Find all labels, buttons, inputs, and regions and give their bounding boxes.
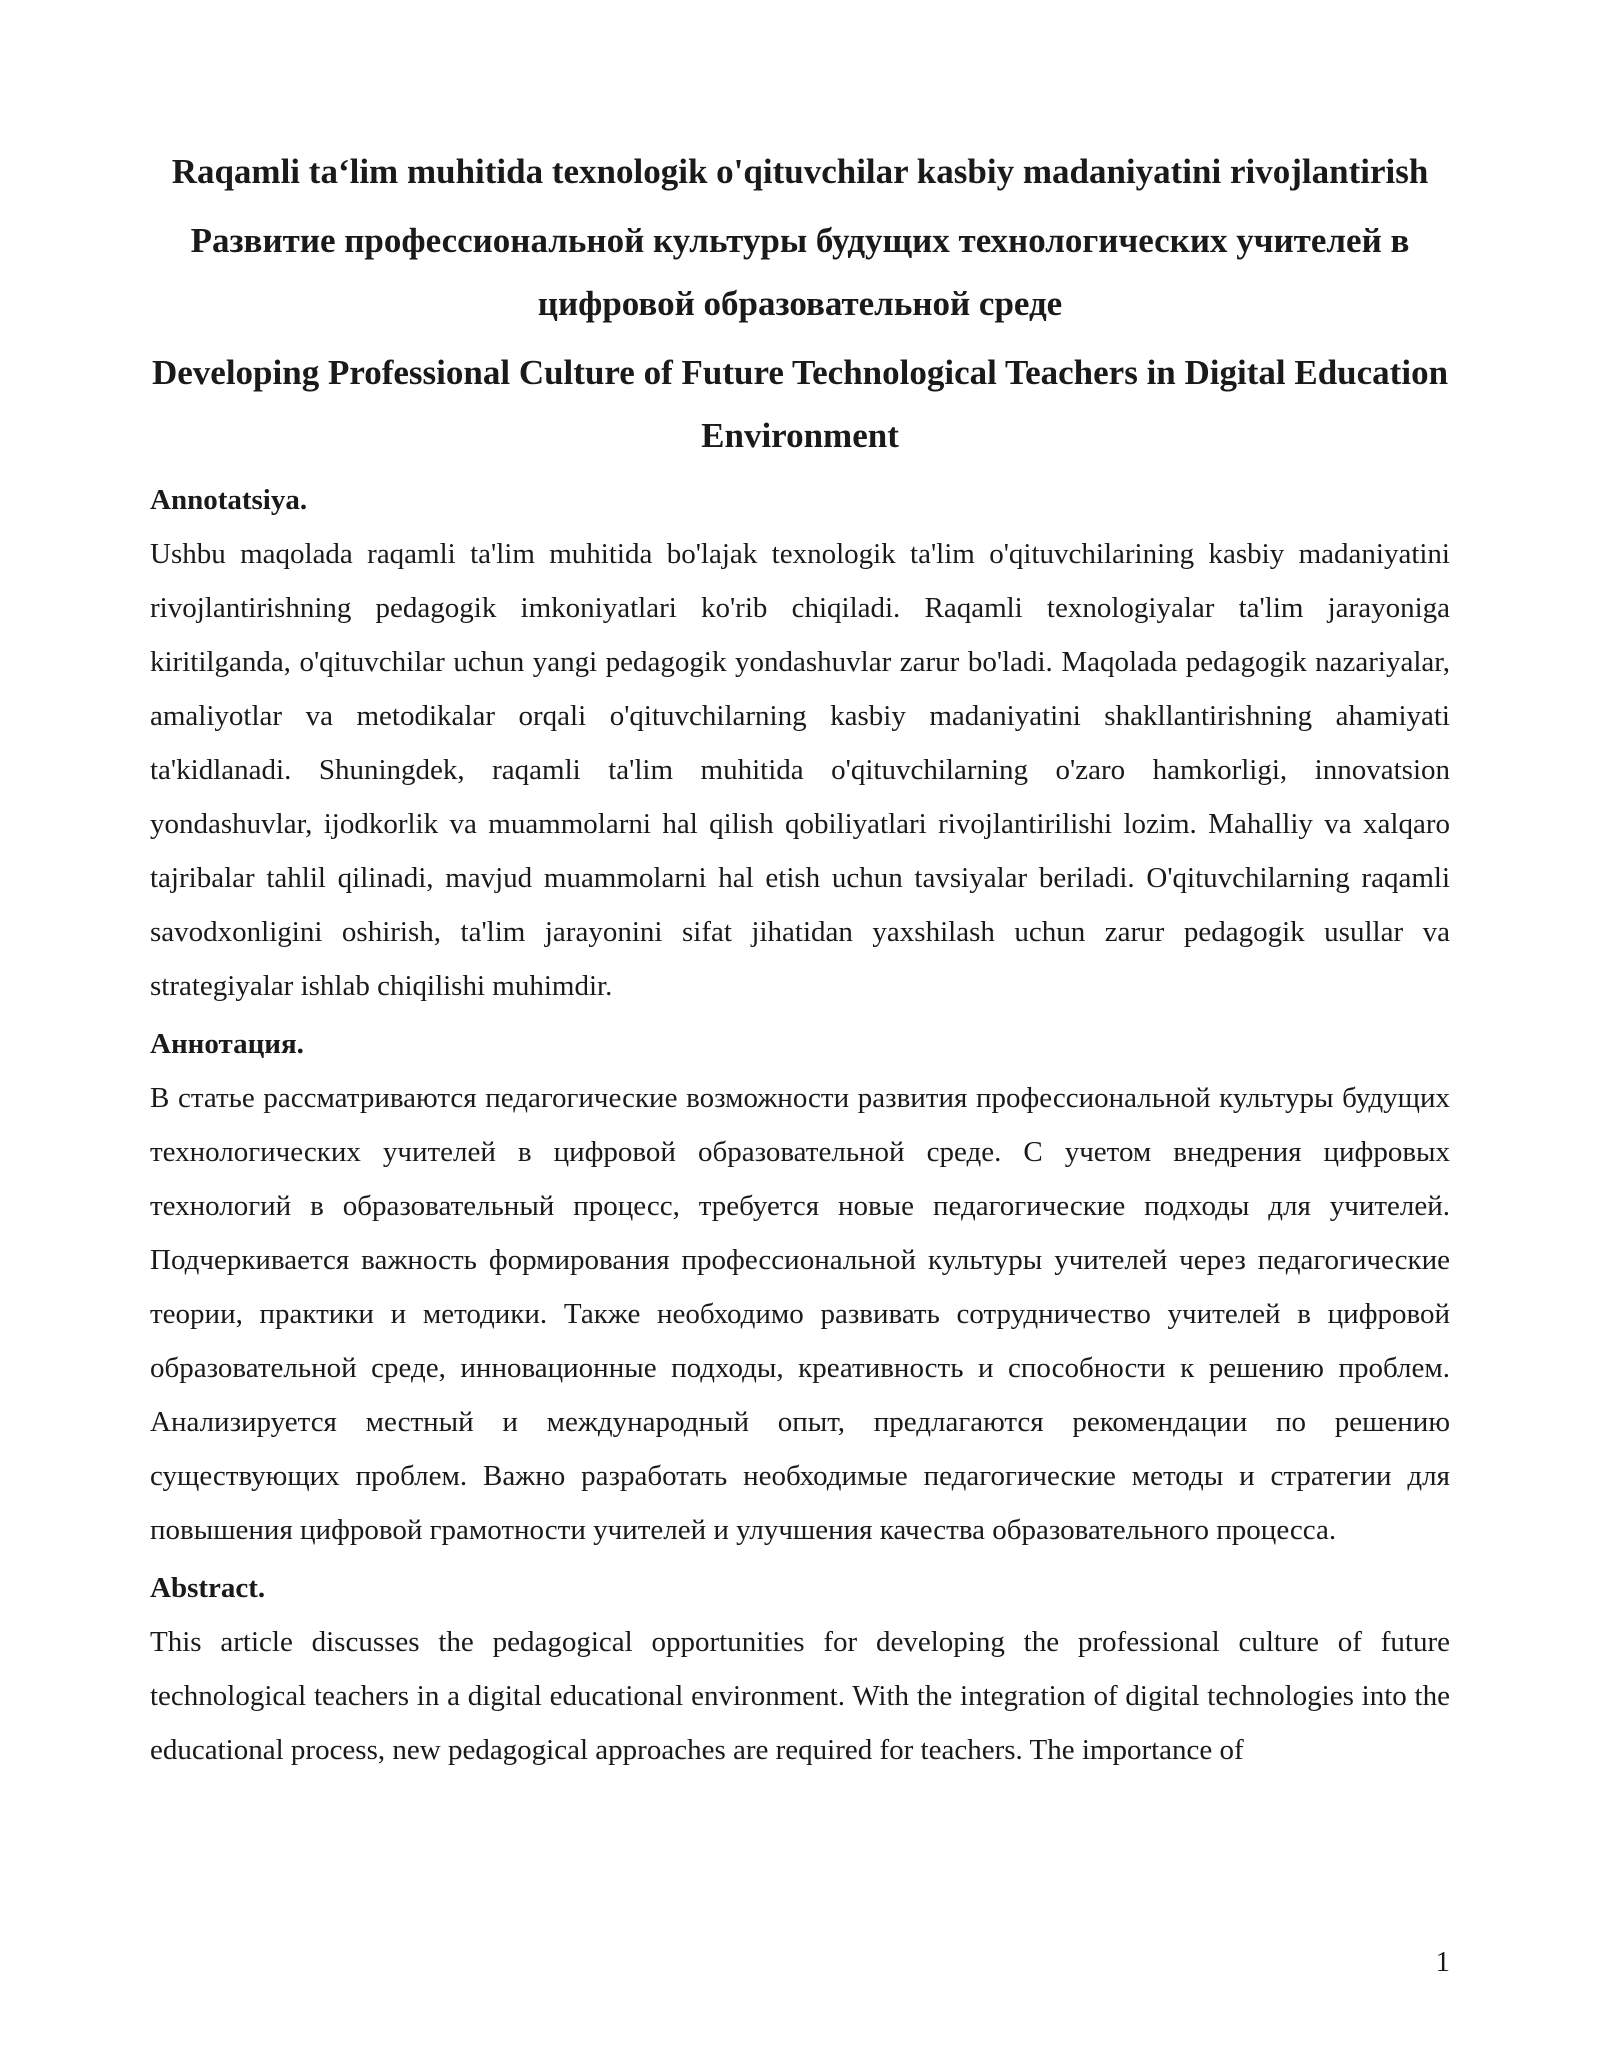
annotation-russian-text: В статье рассматриваются педагогические возможности развития профессиональной культуры будущих технологических учителей в цифровой образовательной среде. С учетом внедрения цифровых технологий в образовательный процесс, требуется новые педагогические подходы для учителей. Подчеркивается важность формирования профессиональной культуры учителей через педагогические теории, практики и методики. Также необходимо развивать сотрудничество учителей в цифровой образовательной среде, инновационные подходы, креативность и способности к решению проблем. Анализируется местный и международный опыт, предлагаются рекомендации по решению существующих проблем. Важно разработать необходимые педагогические методы и стратегии для повышения цифровой грамотности учителей и улучшения качества образовательного процесса. — [150, 1082, 1450, 1546]
page-number: 1 — [1435, 1946, 1450, 1978]
title-russian: Развитие профессиональной культуры будущих технологических учителей в цифровой образовательной среде — [190, 221, 1410, 323]
abstract-english-section — [150, 1561, 1450, 1777]
annotation-russian-section — [150, 1017, 1450, 1557]
document-page — [150, 0, 1450, 1781]
annotation-uzbek-text: Ushbu maqolada raqamli ta'lim muhitida bo'lajak texnologik ta'lim o'qituvchilarining kasbiy madaniyatini rivojlantirishning pedagogik imkoniyatlari ko'rib chiqiladi. Raqamli texnologiyalar ta'lim jarayoniga kiritilganda, o'qituvchilar uchun yangi pedagogik yondashuvlar zarur bo'ladi. Maqolada pedagogik nazariyalar, amaliyotlar va metodikalar orqali o'qituvchilarning kasbiy madaniyatini shakllantirishning ahamiyati ta'kidlanadi. Shuningdek, raqamli ta'lim muhitida o'qituvchilarning o'zaro hamkorligi, innovatsion yondashuvlar, ijodkorlik va muammolarni hal qilish qobiliyatlari rivojlantirilishi lozim. Mahalliy va xalqaro tajribalar tahlil qilinadi, mavjud muammolarni hal etish uchun tavsiyalar beriladi. O'qituvchilarning raqamli savodxonligini oshirish, ta'lim jarayonini sifat jihatidan yaxshilash uchun zarur pedagogik usullar va strategiyalar ishlab chiqilishi muhimdir. — [150, 538, 1450, 1002]
title-english: Developing Professional Culture of Future Technological Teachers in Digital Education Environment — [151, 353, 1449, 455]
annotation-russian-heading: Аннотация. — [150, 1028, 304, 1060]
title-uzbek: Raqamli ta‘lim muhitida texnologik o'qituvchilar kasbiy madaniyatini rivojlantirish — [171, 152, 1429, 191]
abstract-english-text: This article discusses the pedagogical opportunities for developing the professional culture of future technological teachers in a digital educational environment. With the integration of digital technologies into the educational process, new pedagogical approaches are required for teachers. The importance of — [150, 1626, 1450, 1766]
annotation-uzbek-heading: Annotatsiya. — [150, 484, 308, 516]
abstract-english-heading: Abstract. — [150, 1572, 266, 1604]
annotation-uzbek-section — [150, 473, 1450, 1013]
title-block — [150, 140, 1450, 467]
